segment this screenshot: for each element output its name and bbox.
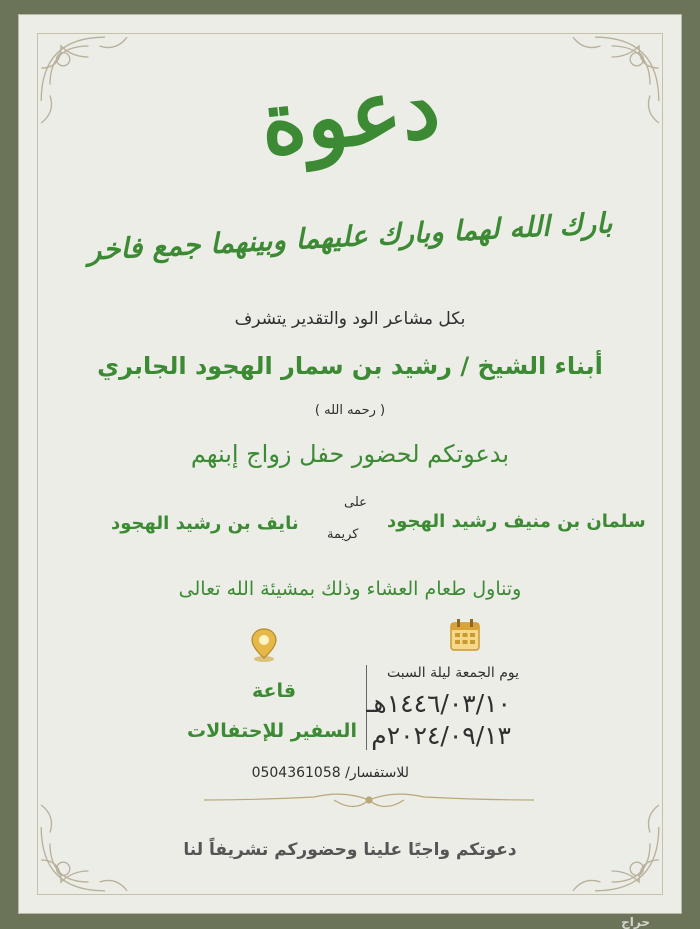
groom-name: سلمان بن منيف رشيد الهجود <box>387 511 646 532</box>
invite-text: بدعوتكم لحضور حفل زواج إبنهم <box>190 440 510 468</box>
conjunction-ala: على <box>344 495 367 510</box>
inquiry-phone: للاستفسار/ 0504361058 <box>251 765 409 781</box>
watermark-logo: حراج <box>621 915 650 929</box>
corner-ornament <box>39 783 149 893</box>
day-label: يوم الجمعة ليلة السبت <box>387 665 519 681</box>
footer-text: دعوتكم واجبًا علينا وحضوركم تشريفاً لنا <box>183 840 517 860</box>
blessing-calligraphy: بارك الله لهما وبارك عليهما وبينهما جمع فاخر <box>86 206 614 267</box>
divider-ornament <box>194 785 544 815</box>
corner-ornament <box>551 783 661 893</box>
calendar-icon <box>449 618 481 652</box>
invitation-title: دعوة <box>255 55 445 176</box>
host-name: أبناء الشيخ / رشيد بن سمار الهجود الجابري <box>97 352 603 380</box>
bride-father-name: نايف بن رشيد الهجود <box>111 513 299 534</box>
dinner-text: وتناول طعام العشاء وذلك بمشيئة الله تعالى <box>178 578 522 600</box>
invitation-card <box>18 14 682 914</box>
hijri-date: ١٤٤٦/٠٣/١٠هـ <box>366 689 511 718</box>
venue-label: قاعة <box>251 680 297 702</box>
location-pin-icon <box>248 627 280 663</box>
conjunction-karima: كريمة <box>327 527 359 542</box>
gregorian-date: ٢٠٢٤/٠٩/١٣م <box>371 721 511 750</box>
intro-text: بكل مشاعر الود والتقدير يتشرف <box>234 309 466 329</box>
rip-note: ( رحمه الله ) <box>314 403 386 418</box>
venue-name: السفير للإحتفالات <box>187 720 357 742</box>
